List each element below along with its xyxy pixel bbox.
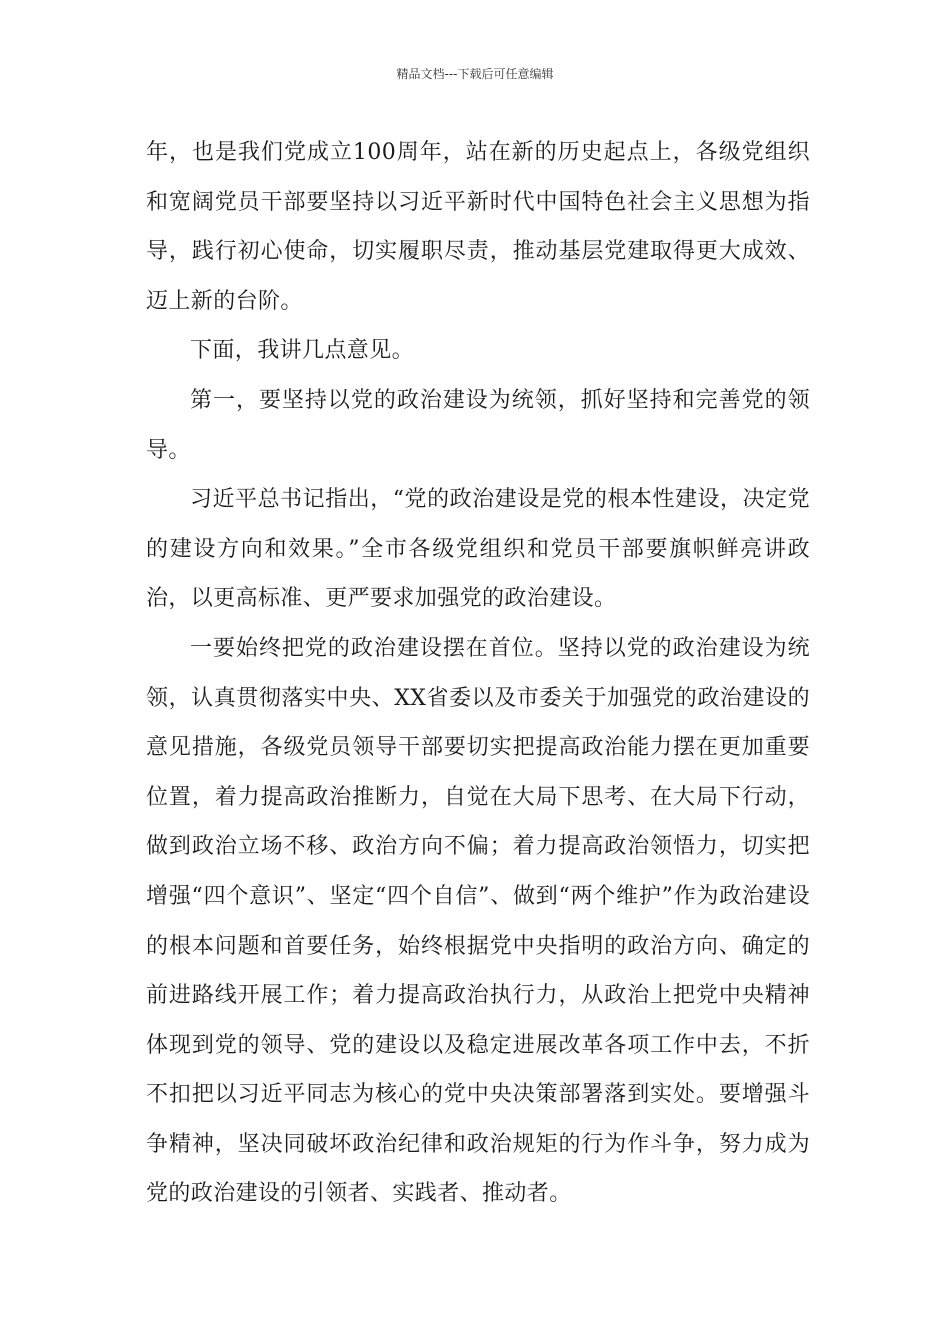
paragraph: 下面，我讲几点意见。: [190, 338, 415, 364]
page-header: 精品文档---下载后可任意编辑: [396, 67, 554, 81]
paragraph: 第一，要坚持以党的政治建设为统领，抓好坚持和完善党的领导。: [146, 387, 810, 463]
paragraph: 一要始终把党的政治建设摆在首位。坚持以党的政治建设为统领，认真贯彻落实中央、XX省委以及市委关于加强党的政治建设的意见措施，各级党员领导干部要切实把提高政治能力摆在更加重要位置，着力提高政治推断力，自觉在大局下思考、在大局下行动，做到政治立场不移、政治方向不偏；着力提高政治领悟力，切实把增强“四个意识”、坚定“四个自信”、做到“两个维护”作为政治建设的根本问题和首要任务，始终根据党中央指明的政治方向、确定的前进路线开展工作；着力提高政治执行力，从政治上把党中央精神体现到党的领导、党的建设以及稳定进展改革各项工作中去，不折不扣把以习近平同志为核心的党中央决策部署落到实处。要增强斗争精神，坚决同破坏政治纪律和政治规矩的行为作斗争，努力成为党的政治建设的引领者、实践者、推动者。: [146, 635, 810, 1207]
document-body: [146, 128, 810, 1219]
paragraph: 年，也是我们党成立100周年，站在新的历史起点上，各级党组织和宽阔党员干部要坚持以习近平新时代中国特色社会主义思想为指导，践行初心使命，切实履职尽责，推动基层党建取得更大成效、迈上新的台阶。: [146, 140, 810, 314]
paragraph: 习近平总书记指出，“党的政治建设是党的根本性建设，决定党的建设方向和效果。”全市各级党组织和党员干部要旗帜鲜亮讲政治，以更高标准、更严要求加强党的政治建设。: [146, 487, 810, 612]
